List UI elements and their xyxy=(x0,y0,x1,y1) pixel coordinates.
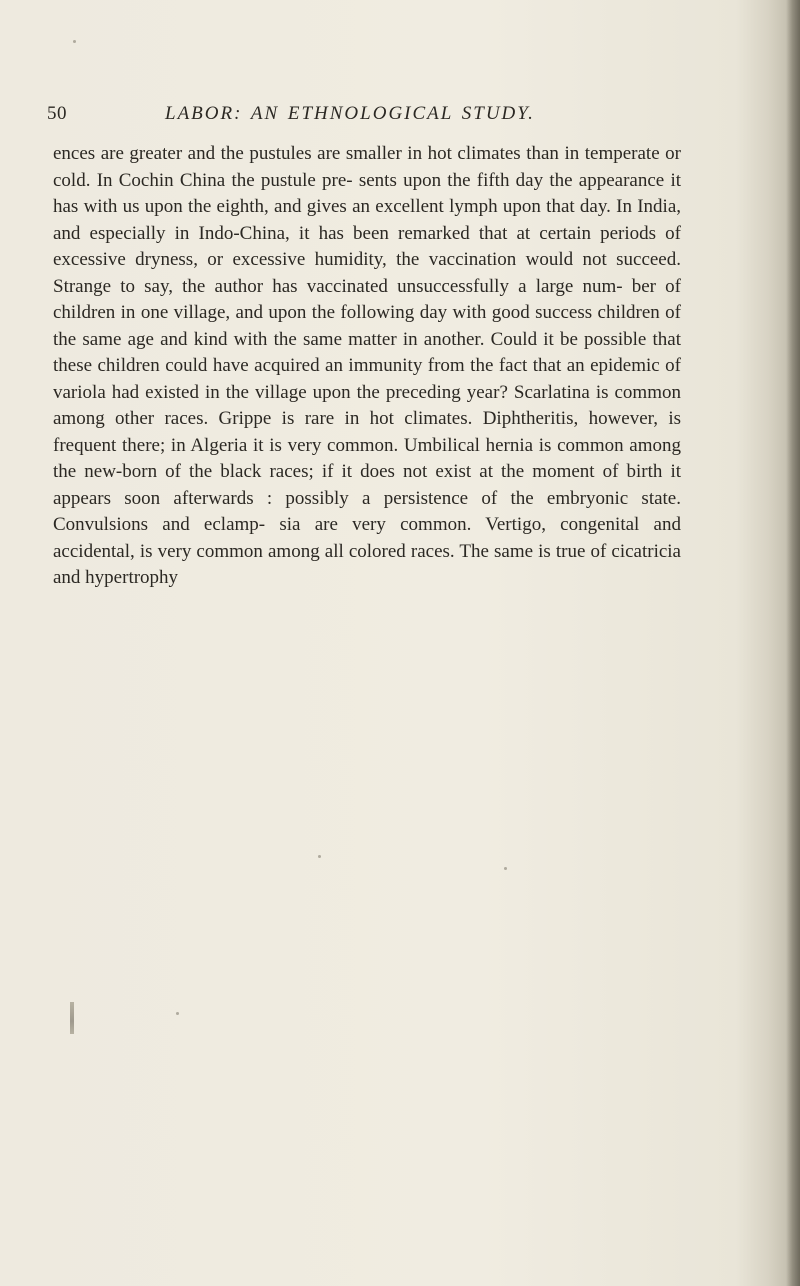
speck-mark xyxy=(176,1012,179,1015)
speck-mark xyxy=(73,40,76,43)
page-header xyxy=(47,103,687,131)
body-paragraph: ences are greater and the pustules are smaller in hot climates than in temperate or cold. In Cochin China the pustule pre- sents upon the fifth day the appearance it has with us upon the eighth, and gives an excellent lymph upon that day. In India, and especially in Indo-China, it has been remarked that at certain periods of excessive dryness, or excessive humidity, the vaccination would not succeed. Strange to say, the author has vaccinated unsuccessfully a large num- ber of children in one village, and upon the following day with good success children of the same age and kind with the same matter in another. Could it be possible that these children could have acquired an immunity from the fact that an epidemic of variola had existed in the village upon the preceding year? Scarlatina is common among other races. Grippe is rare in hot climates. Diphtheritis, however, is frequent there; in Algeria it is very common. Umbilical hernia is common among the new-born of the black races; if it does not exist at the moment of birth it appears soon afterwards : possibly a persistence of the embryonic state. Convulsions and eclamp- sia are very common. Vertigo, congenital and accidental, is very common among all colored races. The same is true of cicatricia and hypertrophy xyxy=(53,143,681,588)
page-edge-shadow xyxy=(786,0,800,1286)
page-number: 50 xyxy=(47,103,67,124)
margin-mark xyxy=(70,1002,74,1034)
running-head: LABOR: AN ETHNOLOGICAL STUDY. xyxy=(165,103,535,124)
speck-mark xyxy=(504,867,507,870)
body-text xyxy=(53,141,681,592)
speck-mark xyxy=(318,855,321,858)
